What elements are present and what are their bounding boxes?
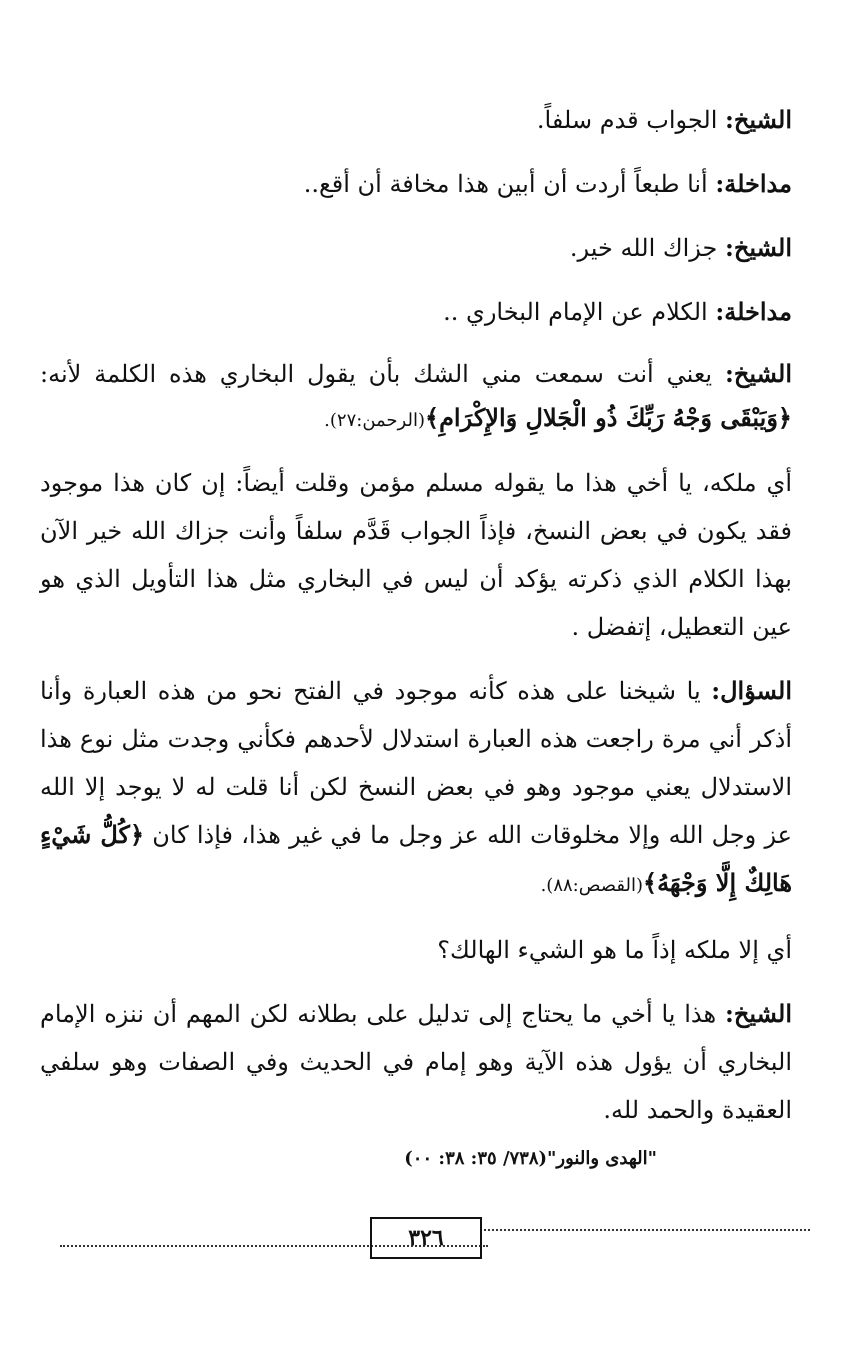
line-text: الجواب قدم سلفاً. bbox=[536, 106, 726, 134]
speaker-label: الشيخ: bbox=[725, 999, 792, 1028]
line-text: الكلام عن الإمام البخاري .. bbox=[443, 298, 716, 326]
line-2 bbox=[40, 160, 792, 208]
speaker-label: مداخلة: bbox=[715, 169, 792, 198]
paragraph-8: أي إلا ملكه إذاً ما هو الشيء الهالك؟ bbox=[437, 936, 792, 964]
verse-reference: (القصص:٨٨). bbox=[540, 875, 643, 896]
line-text: جزاك الله خير. bbox=[569, 234, 726, 262]
line-4 bbox=[40, 288, 792, 336]
speaker-label: السؤال: bbox=[711, 676, 792, 705]
line-text: أنا طبعاً أردت أن أبين هذا مخافة أن أقع.. bbox=[303, 170, 716, 198]
page-number: ٣٢٦ bbox=[370, 1217, 482, 1259]
footer-dotted-rule-right bbox=[480, 1229, 810, 1231]
verse-reference: (الرحمن:٢٧). bbox=[324, 410, 425, 431]
quran-verse: ﴿كُلُّ شَيْءٍ هَالِكٌ إِلَّا وَجْهَهُ﴾ bbox=[40, 820, 792, 897]
page-body bbox=[40, 96, 792, 1134]
paragraph-9 bbox=[40, 990, 792, 1134]
paragraph-7 bbox=[40, 667, 792, 910]
paragraph-text: هذا يا أخي ما يحتاج إلى تدليل على بطلانه لكن المهم أن ننزه الإمام البخاري أن يؤول هذه الآية وهو إمام في الحديث وفي الصفات وهو سلفي العقيدة والحمد لله. bbox=[40, 1000, 792, 1124]
source-citation: "الهدى والنور"(٧٣٨/ ٣٥: ٣٨: ٠٠) bbox=[404, 1148, 657, 1169]
line-1 bbox=[40, 96, 792, 144]
speaker-label: الشيخ: bbox=[725, 233, 792, 262]
paragraph-text: يا شيخنا على هذه كأنه موجود في الفتح نحو من هذه العبارة وأنا أذكر أني مرة راجعت هذه العبارة استدلال لأحدهم فكأني وجدت مثل نوع هذا الاستدلال يعني موجود وهو في بعض النسخ لكن أنا قلت له لا يوجد إلا الله عز وجل الله وإلا مخلوقات الله عز وجل ما في غير هذا، فإذا كان bbox=[40, 677, 793, 849]
paragraph-6: أي ملكه، يا أخي هذا ما يقوله مسلم مؤمن وقلت أيضاً: إن كان هذا موجود فقد يكون في بعض النسخ، فإذاً الجواب قَدَّم سلفاً وأنت جزاك الله خير الآن بهذا الكلام الذي ذكرته يؤكد أن ليس في البخاري مثل هذا التأويل الذي هو عين التعطيل، إتفضل . bbox=[40, 469, 793, 641]
speaker-label: الشيخ: bbox=[725, 359, 792, 388]
speaker-label: مداخلة: bbox=[715, 297, 792, 326]
quran-verse: ﴿وَيَبْقَى وَجْهُ رَبِّكَ ذُو الْجَلالِ وَالإِكْرَامِ﴾ bbox=[425, 403, 792, 432]
speaker-label: الشيخ: bbox=[725, 105, 792, 134]
line-3 bbox=[40, 224, 792, 272]
paragraph-text: يعني أنت سمعت مني الشك بأن يقول البخاري هذه الكلمة لأنه: bbox=[40, 360, 726, 388]
paragraph-5 bbox=[40, 352, 792, 443]
page-footer bbox=[60, 1215, 810, 1265]
